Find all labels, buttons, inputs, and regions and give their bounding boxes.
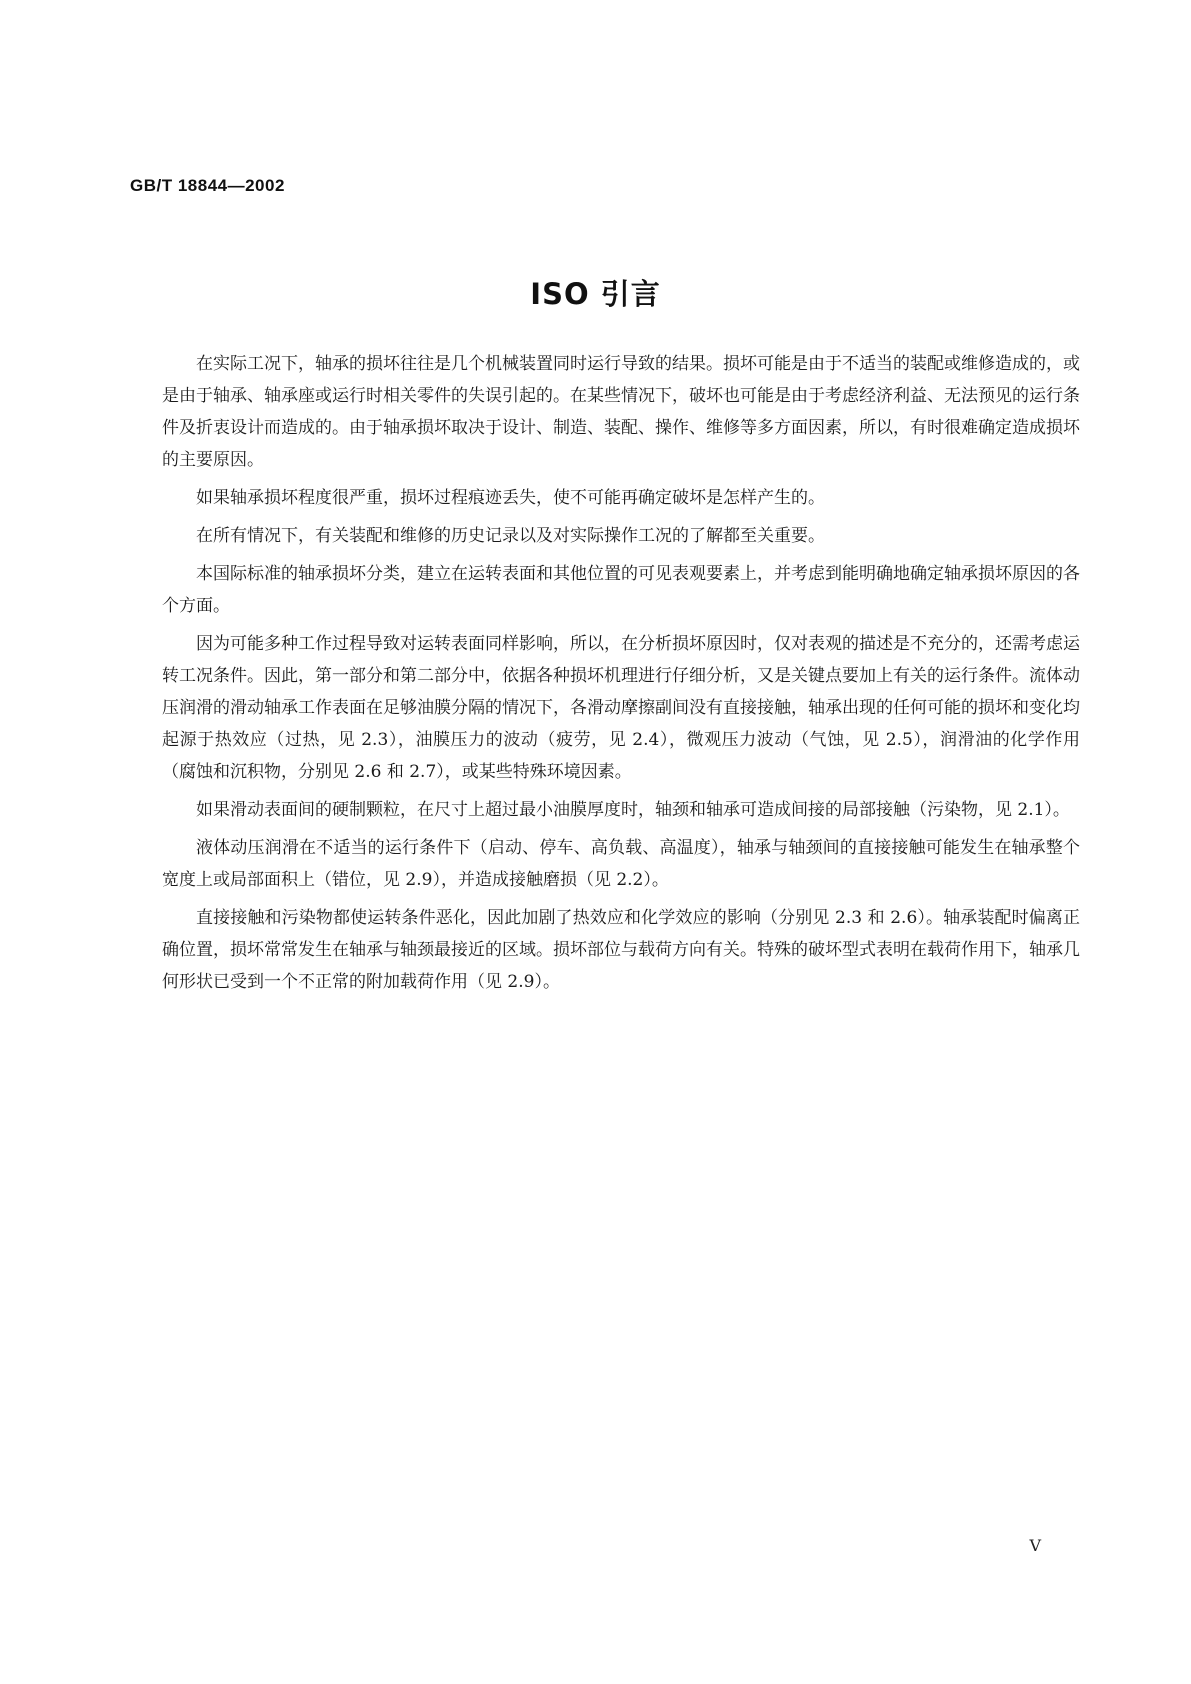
paragraph: 本国际标准的轴承损坏分类，建立在运转表面和其他位置的可见表观要素上，并考虑到能明确地确定轴承损坏原因的各个方面。 [162, 564, 1080, 616]
paragraph: 液体动压润滑在不适当的运行条件下（启动、停车、高负载、高温度），轴承与轴颈间的直接接触可能发生在轴承整个宽度上或局部面积上（错位，见 2.9），并造成接触磨损（见 2.2）。 [162, 838, 1080, 890]
body-text [162, 348, 1080, 1004]
standard-number: GB/T 18844—2002 [130, 176, 285, 195]
paragraph: 在所有情况下，有关装配和维修的历史记录以及对实际操作工况的了解都至关重要。 [196, 526, 825, 546]
paragraph: 如果轴承损坏程度很严重，损坏过程痕迹丢失，使不可能再确定破坏是怎样产生的。 [196, 488, 825, 508]
paragraph: 因为可能多种工作过程导致对运转表面同样影响，所以，在分析损坏原因时，仅对表观的描述是不充分的，还需考虑运转工况条件。因此，第一部分和第二部分中，依据各种损坏机理进行仔细分析，又是关键点要加上有关的运行条件。流体动压润滑的滑动轴承工作表面在足够油膜分隔的情况下，各滑动摩擦副间没有直接接触，轴承出现的任何可能的损坏和变化均起源于热效应（过热，见 2.3），油膜压力的波动（疲劳，见 2.4），微观压力波动（气蚀，见 2.5），润滑油的化学作用（腐蚀和沉积物，分别见 2.6 和 2.7），或某些特殊环境因素。 [162, 634, 1080, 782]
paragraph: 直接接触和污染物都使运转条件恶化，因此加剧了热效应和化学效应的影响（分别见 2.3 和 2.6）。轴承装配时偏离正确位置，损坏常常发生在轴承与轴颈最接近的区域。损坏部位与载荷方向有关。特殊的破坏型式表明在载荷作用下，轴承几何形状已受到一个不正常的附加载荷作用（见 2.9）。 [162, 908, 1080, 992]
page-title: ISO 引言 [530, 277, 661, 311]
page-number: V [1029, 1536, 1041, 1555]
paragraph: 在实际工况下，轴承的损坏往往是几个机械装置同时运行导致的结果。损坏可能是由于不适当的装配或维修造成的，或是由于轴承、轴承座或运行时相关零件的失误引起的。在某些情况下，破坏也可能是由于考虑经济利益、无法预见的运行条件及折衷设计而造成的。由于轴承损坏取决于设计、制造、装配、操作、维修等多方面因素，所以，有时很难确定造成损坏的主要原因。 [162, 354, 1080, 470]
paragraph: 如果滑动表面间的硬制颗粒，在尺寸上超过最小油膜厚度时，轴颈和轴承可造成间接的局部接触（污染物，见 2.1）。 [196, 800, 1070, 820]
